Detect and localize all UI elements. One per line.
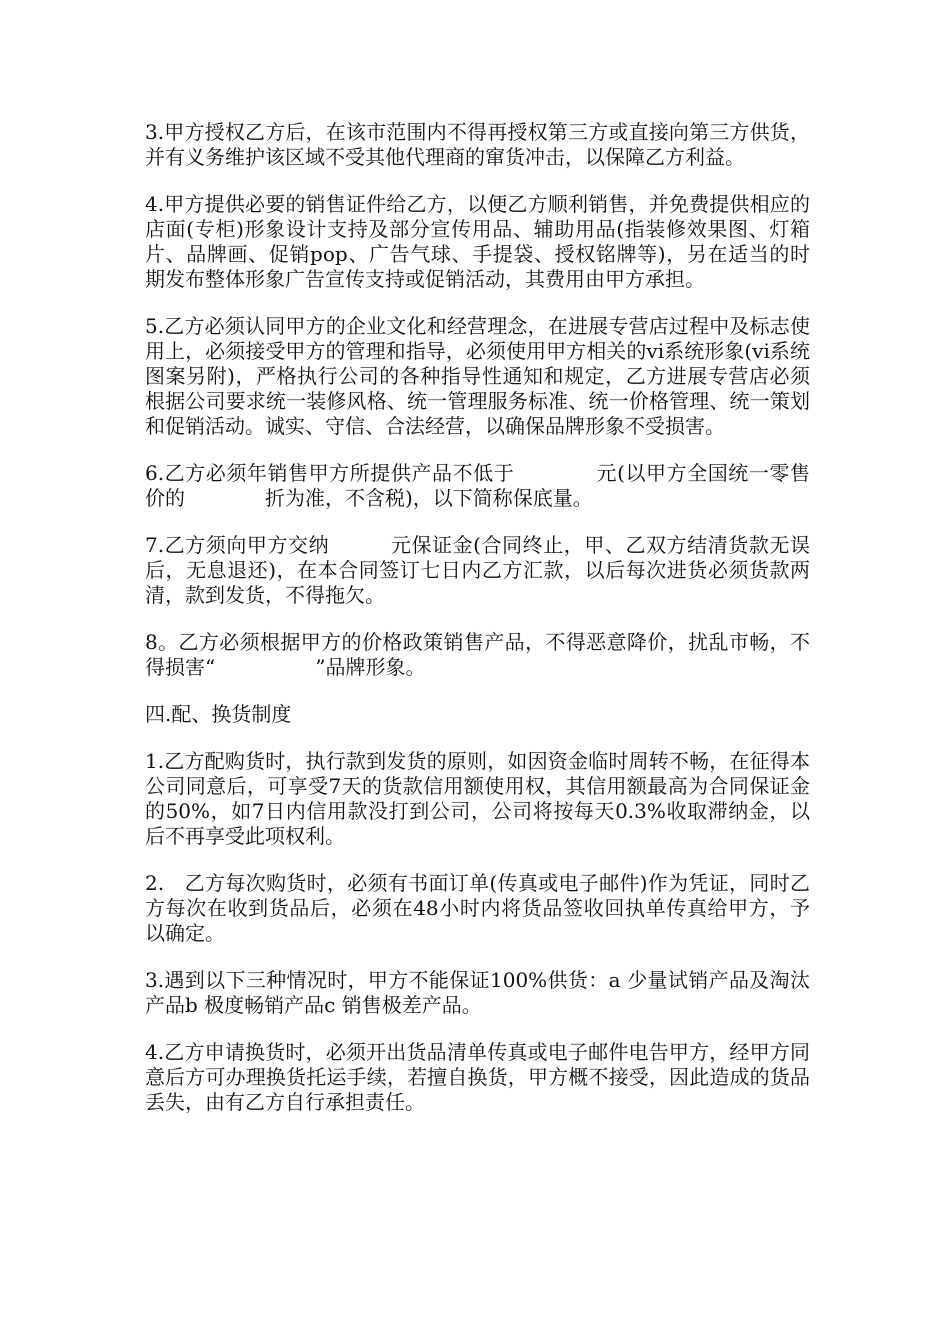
section-clause-4: 4.乙方申请换货时，必须开出货品清单传真或电子邮件电告甲方，经甲方同意后方可办理换货托运手续，若擅自换货，甲方概不接受，因此造成的货品丢失，由有乙方自行承担责任。: [145, 1040, 810, 1114]
clause-8: 8。乙方必须根据甲方的价格政策销售产品，不得恶意降价，扰乱市畅，不得损害“ ”品牌形象。: [145, 630, 810, 679]
clause-7: 7.乙方须向甲方交纳 元保证金(合同终止，甲、乙双方结清货款无误后，无息退还)，在本合同签订七日内乙方汇款，以后每次进货必须货款两清，款到发货，不得拖欠。: [145, 533, 810, 607]
clause-4: 4.甲方提供必要的销售证件给乙方，以便乙方顺利销售，并免费提供相应的店面(专柜)形象设计支持及部分宣传用品、辅助用品(指装修效果图、灯箱片、品牌画、促销pop、广告气球、手提袋、授权铭牌等)，另在适当的时期发布整体形象广告宣传支持或促销活动，其费用由甲方承担。: [145, 192, 810, 291]
document-page: [145, 120, 810, 1137]
section-clause-2: 2. 乙方每次购货时，必须有书面订单(传真或电子邮件)作为凭证，同时乙方每次在收到货品后，必须在48小时内将货品签收回执单传真给甲方，予以确定。: [145, 871, 810, 945]
section-heading: 四.配、换货制度: [145, 702, 292, 726]
clause-5: 5.乙方必须认同甲方的企业文化和经营理念，在进展专营店过程中及标志使用上，必须接受甲方的管理和指导，必须使用甲方相关的vi系统形象(vi系统图案另附)，严格执行公司的各种指导性通知和规定，乙方进展专营店必须根据公司要求统一装修风格、统一管理服务标准、统一价格管理、统一策划和促销活动。诚实、守信、合法经营，以确保品牌形象不受损害。: [145, 314, 810, 438]
clause-3: 3.甲方授权乙方后，在该市范围内不得再授权第三方或直接向第三方供货，并有义务维护该区域不受其他代理商的窜货冲击，以保障乙方利益。: [145, 120, 810, 169]
clause-6: 6.乙方必须年销售甲方所提供产品不低于 元(以甲方全国统一零售价的 折为准，不含税)，以下简称保底量。: [145, 461, 810, 510]
section-clause-1: 1.乙方配购货时，执行款到发货的原则，如因资金临时周转不畅，在征得本公司同意后，可享受7天的货款信用额使用权，其信用额最高为合同保证金的50%，如7日内信用款没打到公司，公司将按每天0.3%收取滞纳金，以后不再享受此项权利。: [145, 749, 810, 848]
section-clause-3: 3.遇到以下三种情况时，甲方不能保证100%供货：a 少量试销产品及淘汰产品b 极度畅销产品c 销售极差产品。: [145, 968, 810, 1017]
